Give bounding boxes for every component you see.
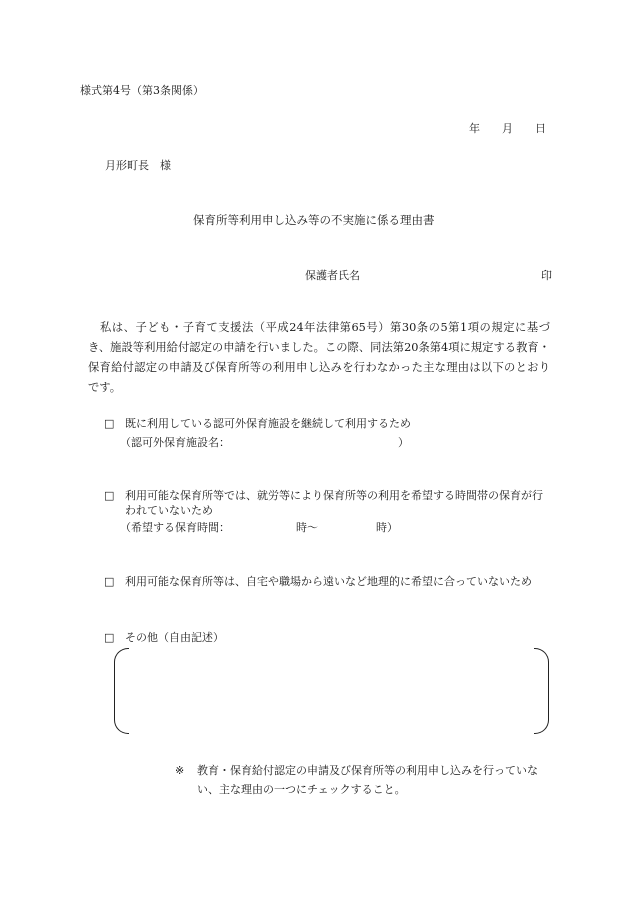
free-text-area[interactable] xyxy=(130,650,532,730)
option-2-time-close: 時） xyxy=(376,521,398,534)
checkbox-option-3[interactable]: □ xyxy=(104,575,115,588)
form-number: 様式第4号（第3条関係） xyxy=(80,84,204,97)
date-line: 年 月 日 xyxy=(469,122,546,135)
option-1 xyxy=(104,416,122,432)
option-4-text: その他（自由記述） xyxy=(125,631,224,644)
checkbox-option-1[interactable]: □ xyxy=(104,417,115,430)
option-2-text: 利用可能な保育所等では、就労等により保育所等の利用を希望する時間帯の保育が行われていないため xyxy=(125,489,543,517)
option-1-text: 既に利用している認可外保育施設を継続して利用するため xyxy=(125,417,411,430)
guardian-name-label: 保護者氏名 xyxy=(305,269,360,282)
option-1-facility-close: ） xyxy=(398,436,409,449)
note-mark: ※ xyxy=(175,764,185,777)
option-2-time-mid: 時～ xyxy=(296,521,318,534)
addressee: 月形町長 様 xyxy=(105,159,171,172)
checkbox-option-4[interactable]: □ xyxy=(104,631,115,644)
option-2-time-label: （希望する保育時間： xyxy=(120,521,230,534)
free-text-bracket-left xyxy=(114,648,129,734)
free-text-bracket-right xyxy=(534,648,549,734)
seal-mark: 印 xyxy=(541,269,552,282)
checkbox-option-2[interactable]: □ xyxy=(104,489,115,502)
statement-paragraph xyxy=(88,318,550,398)
note-text: 教育・保育給付認定の申請及び保育所等の利用申し込みを行っていない、主な理由の一つにチェックすること。 xyxy=(197,764,538,796)
option-4 xyxy=(104,630,122,646)
option-2 xyxy=(104,488,122,504)
option-1-facility-label: （認可外保育施設名： xyxy=(120,436,230,449)
option-3 xyxy=(104,574,122,590)
document-title: 保育所等利用申し込み等の不実施に係る理由書 xyxy=(193,213,435,227)
statement-text: 私は、子ども・子育て支援法（平成24年法律第65号）第30条の5第1項の規定に基づき、施設等利用給付認定の申請を行いました。この際、同法第20条第4項に規定する教育・保育給付認定の申請及び保育所等の利用申し込みを行わなかった主な理由は以下のとおりです。 xyxy=(88,321,550,394)
option-3-text: 利用可能な保育所等は、自宅や職場から遠いなど地理的に希望に合っていないため xyxy=(125,575,532,588)
